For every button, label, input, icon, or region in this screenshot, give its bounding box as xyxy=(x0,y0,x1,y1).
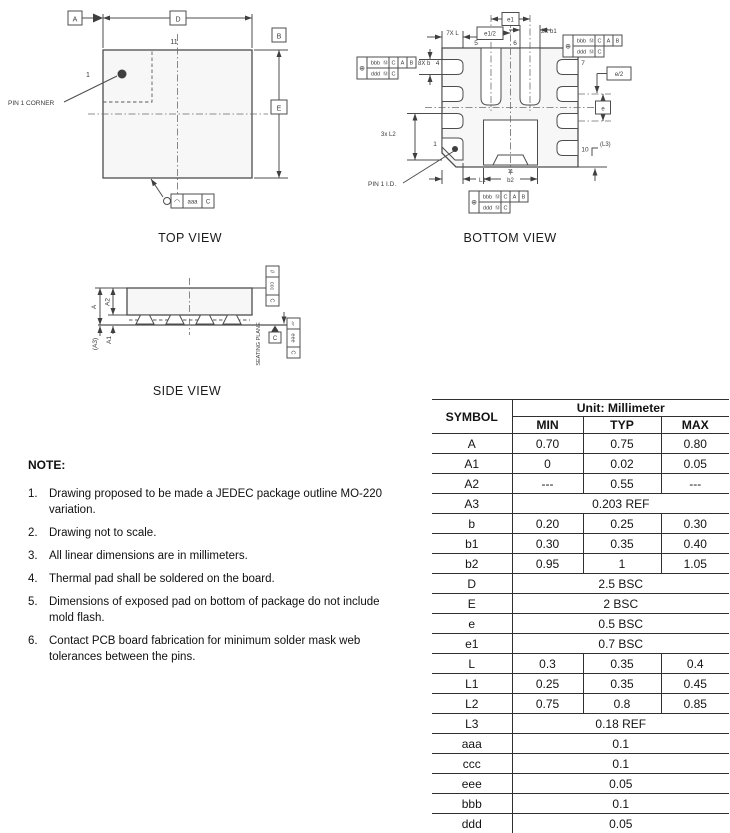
parallelism-fcf xyxy=(266,266,279,306)
table-row xyxy=(432,654,729,674)
table-row xyxy=(432,734,729,754)
symbol-cell: ddd xyxy=(432,814,512,833)
typ-header: TYP xyxy=(583,417,661,434)
note-number: 1. xyxy=(28,488,38,500)
flatness-icon: ▱ xyxy=(289,321,296,326)
notes-section xyxy=(28,458,430,672)
table-row xyxy=(432,774,729,794)
pin5-label: 5 xyxy=(474,40,478,47)
dimension-table xyxy=(432,399,729,833)
dim-a3-label: (A3) xyxy=(92,337,99,351)
value-cell: 0.1 xyxy=(512,754,729,774)
value-cell: 0.25 xyxy=(583,514,661,534)
symbol-cell: L3 xyxy=(432,714,512,734)
pin1-indicator-dot xyxy=(118,70,127,79)
value-cell: 0.45 xyxy=(661,674,729,694)
dim-a1-label: A1 xyxy=(106,336,113,344)
symbol-cell: bbb xyxy=(432,794,512,814)
pad-pin8 xyxy=(557,87,578,102)
value-cell: --- xyxy=(661,474,729,494)
note-text: Dimensions of exposed pad on bottom of package do not include mold flash. xyxy=(49,596,380,624)
table-row xyxy=(432,594,729,614)
value-cell: 0.203 REF xyxy=(512,494,729,514)
fcf-datum-c-label: C xyxy=(391,60,396,67)
top-view-caption: TOP VIEW xyxy=(158,231,222,245)
value-cell: 0.95 xyxy=(512,554,583,574)
pad-pin9 xyxy=(557,114,578,129)
fcf-datum-c-label: C xyxy=(391,71,396,78)
note-number: 5. xyxy=(28,596,38,608)
dim-a-label: A xyxy=(91,304,98,310)
fcf-datum-b-label: B xyxy=(615,38,620,45)
fcf-bbb-label: bbb xyxy=(370,60,381,67)
fcf-bbb-label: bbb xyxy=(482,194,493,201)
value-cell: 0.75 xyxy=(512,694,583,714)
pad-pin4 xyxy=(442,60,463,75)
dim-l1-label: L1 xyxy=(479,178,486,184)
value-cell: 0.05 xyxy=(661,454,729,474)
value-cell: 0.35 xyxy=(583,654,661,674)
value-cell: 0.70 xyxy=(512,434,583,454)
value-cell: 0.55 xyxy=(583,474,661,494)
value-cell: 0.75 xyxy=(583,434,661,454)
position-fcf-top-right xyxy=(563,35,622,57)
note-text: Drawing proposed to be made a JEDEC package outline MO-220 variation. xyxy=(49,488,383,516)
pin1-id-label: PIN 1 I.D. xyxy=(368,181,397,188)
fcf-aaa-label: aaa xyxy=(187,199,198,206)
profile-fcf xyxy=(151,179,214,208)
value-cell: 0.18 REF xyxy=(512,714,729,734)
symbol-cell: aaa xyxy=(432,734,512,754)
note-number: 4. xyxy=(28,573,38,585)
flatness-fcf xyxy=(287,318,300,358)
value-cell: 0.02 xyxy=(583,454,661,474)
pad-pin10 xyxy=(557,141,578,156)
pad-pin3 xyxy=(442,87,463,102)
dim-7x-l-label: 7X L xyxy=(446,31,459,37)
pin1-corner-label: PIN 1 CORNER xyxy=(8,100,55,107)
value-cell: 2.5 BSC xyxy=(512,574,729,594)
dim-3x-l2-label: 3x L2 xyxy=(381,132,396,138)
lead xyxy=(223,315,241,324)
value-cell: 0.30 xyxy=(512,534,583,554)
bottom-view-drawing xyxy=(355,5,705,235)
table-row xyxy=(432,754,729,774)
value-cell: 1 xyxy=(583,554,661,574)
dim-a2-label: A2 xyxy=(104,298,112,306)
fcf-datum-a-label: A xyxy=(512,194,517,201)
terminal-leads xyxy=(136,315,241,324)
note-text: All linear dimensions are in millimeters. xyxy=(49,550,248,562)
note-text: Thermal pad shall be soldered on the board. xyxy=(49,573,275,585)
lead xyxy=(166,315,184,324)
value-cell: 0.8 xyxy=(583,694,661,714)
dim-e-label: E xyxy=(276,105,282,113)
lead xyxy=(136,315,154,324)
table-row xyxy=(432,674,729,694)
mmc-icon: Ⓜ xyxy=(382,71,389,78)
value-cell: 0.30 xyxy=(661,514,729,534)
note-text: Contact PCB board fabrication for minimum solder mask web tolerances between the pins. xyxy=(49,635,361,663)
fcf-datum-b-label: B xyxy=(521,194,526,201)
notes-heading: NOTE: xyxy=(28,458,66,472)
dim-l3-label: (L3) xyxy=(600,142,611,148)
fcf-datum-a-label: A xyxy=(606,38,611,45)
mmc-icon: Ⓜ xyxy=(588,38,595,45)
fcf-datum-b-label: B xyxy=(409,60,414,67)
note-item xyxy=(28,525,430,541)
dim-b2-label: b2 xyxy=(507,178,514,184)
fcf-ddd-label: ddd xyxy=(576,49,587,56)
mmc-icon: Ⓜ xyxy=(382,60,389,67)
value-cell: 0.1 xyxy=(512,794,729,814)
value-cell: 0.20 xyxy=(512,514,583,534)
value-cell: 0.40 xyxy=(661,534,729,554)
symbol-cell: A xyxy=(432,434,512,454)
value-cell: 0.5 BSC xyxy=(512,614,729,634)
table-row xyxy=(432,554,729,574)
datum-c-triangle xyxy=(271,326,279,333)
dim-8x-b-label: 8X b xyxy=(418,61,431,67)
profile-of-surface-icon: ◠ xyxy=(173,199,181,206)
fcf-eee-label: eee xyxy=(289,333,296,343)
symbol-cell: A2 xyxy=(432,474,512,494)
symbol-cell: b1 xyxy=(432,534,512,554)
value-cell: 0.4 xyxy=(661,654,729,674)
side-view-drawing xyxy=(60,260,315,382)
fcf-datum-c-label: C xyxy=(289,350,296,355)
value-cell: 0.35 xyxy=(583,674,661,694)
value-cell: 0.05 xyxy=(512,814,729,833)
note-item xyxy=(28,571,430,587)
value-cell: 1.05 xyxy=(661,554,729,574)
table-row xyxy=(432,714,729,734)
value-cell: 0.1 xyxy=(512,734,729,754)
note-text: Drawing not to scale. xyxy=(49,527,157,539)
parallelism-icon: // xyxy=(268,269,275,274)
fcf-datum-a-label: A xyxy=(400,60,405,67)
datum-a-label: A xyxy=(72,16,78,24)
note-item xyxy=(28,594,430,626)
bottom-view-caption: BOTTOM VIEW xyxy=(463,231,557,245)
note-number: 3. xyxy=(28,550,38,562)
fcf-ddd-label: ddd xyxy=(370,71,381,78)
table-row xyxy=(432,434,729,454)
table-row xyxy=(432,494,729,514)
symbol-header: SYMBOL xyxy=(432,400,512,434)
fcf-datum-c-label: C xyxy=(597,38,602,45)
table-header-row xyxy=(432,400,729,417)
fcf-datum-c-label: C xyxy=(597,49,602,56)
symbol-cell: b xyxy=(432,514,512,534)
value-cell: 0.05 xyxy=(512,774,729,794)
table-row xyxy=(432,574,729,594)
position-fcf-left xyxy=(357,57,416,79)
value-cell: 0.7 BSC xyxy=(512,634,729,654)
lead xyxy=(196,315,214,324)
mmc-icon: Ⓜ xyxy=(494,194,501,201)
pin4-label: 4 xyxy=(435,60,440,67)
note-item xyxy=(28,548,430,564)
unit-header: Unit: Millimeter xyxy=(512,400,729,417)
seating-plane-datum xyxy=(256,322,281,366)
value-cell: 0.25 xyxy=(512,674,583,694)
symbol-cell: L1 xyxy=(432,674,512,694)
symbol-cell: E xyxy=(432,594,512,614)
value-cell: 2 BSC xyxy=(512,594,729,614)
fcf-datum-c-label: C xyxy=(268,298,275,303)
symbol-cell: A1 xyxy=(432,454,512,474)
table-row xyxy=(432,634,729,654)
mmc-icon: Ⓜ xyxy=(588,49,595,56)
pin10-label: 10 xyxy=(581,146,589,154)
table-row xyxy=(432,514,729,534)
symbol-cell: L xyxy=(432,654,512,674)
seating-plane-label: SEATING PLANE xyxy=(256,322,262,366)
dim-e1-label: e1 xyxy=(507,17,514,24)
pin11-label: 11 xyxy=(507,169,514,175)
pin6-label: 6 xyxy=(513,40,517,47)
symbol-cell: ccc xyxy=(432,754,512,774)
dim-d-label: D xyxy=(175,16,181,24)
symbol-cell: e xyxy=(432,614,512,634)
fcf-bbb-label: bbb xyxy=(576,38,587,45)
dim-e-half-label: e/2 xyxy=(614,72,624,78)
fcf-datum-c-label: C xyxy=(503,194,508,201)
top-view-drawing xyxy=(0,6,310,228)
symbol-cell: b2 xyxy=(432,554,512,574)
value-cell: 0.85 xyxy=(661,694,729,714)
dim-e1-half-label: e1/2 xyxy=(484,31,496,38)
position-fcf-bottom xyxy=(469,191,528,213)
note-number: 2. xyxy=(28,527,38,539)
max-header: MAX xyxy=(661,417,729,434)
fcf-datum-c-label: C xyxy=(503,205,508,212)
fcf-ddd-label: ddd xyxy=(482,205,493,212)
mmc-icon: Ⓜ xyxy=(494,205,501,212)
pin1-id-leader xyxy=(403,151,454,183)
pin1-label: 1 xyxy=(86,72,90,79)
table-row xyxy=(432,814,729,833)
position-icon: ⊕ xyxy=(565,43,571,51)
symbol-cell: A3 xyxy=(432,494,512,514)
pin11-label: 11 xyxy=(170,39,178,46)
pin7-label: 7 xyxy=(581,60,585,67)
datum-c-label: C xyxy=(272,336,278,342)
note-number: 6. xyxy=(28,635,38,647)
symbol-cell: eee xyxy=(432,774,512,794)
symbol-cell: L2 xyxy=(432,694,512,714)
value-cell: 0.3 xyxy=(512,654,583,674)
fcf-datum-c-label: C xyxy=(205,199,211,206)
note-item xyxy=(28,486,430,518)
value-cell: 0.35 xyxy=(583,534,661,554)
value-cell: 0 xyxy=(512,454,583,474)
side-view-caption: SIDE VIEW xyxy=(152,384,222,398)
datum-a-triangle xyxy=(93,14,103,23)
table-row xyxy=(432,534,729,554)
note-item xyxy=(28,633,430,665)
symbol-cell: D xyxy=(432,574,512,594)
pin1-label: 1 xyxy=(433,141,437,148)
table-row xyxy=(432,614,729,634)
min-header: MIN xyxy=(512,417,583,434)
fcf-ccc-label: ccc xyxy=(268,281,275,291)
dim-2x-b1-label: 2X b1 xyxy=(541,29,557,35)
datum-b-label: B xyxy=(276,33,282,41)
table-row xyxy=(432,794,729,814)
dim-e-label: e xyxy=(601,106,605,113)
value-cell: --- xyxy=(512,474,583,494)
position-icon: ⊕ xyxy=(359,65,365,73)
symbol-cell: e1 xyxy=(432,634,512,654)
pad-pin2 xyxy=(442,114,463,129)
table-row xyxy=(432,474,729,494)
table-row xyxy=(432,694,729,714)
pad-pin7 xyxy=(557,60,578,75)
position-icon: ⊕ xyxy=(471,199,477,207)
table-row xyxy=(432,454,729,474)
value-cell: 0.80 xyxy=(661,434,729,454)
